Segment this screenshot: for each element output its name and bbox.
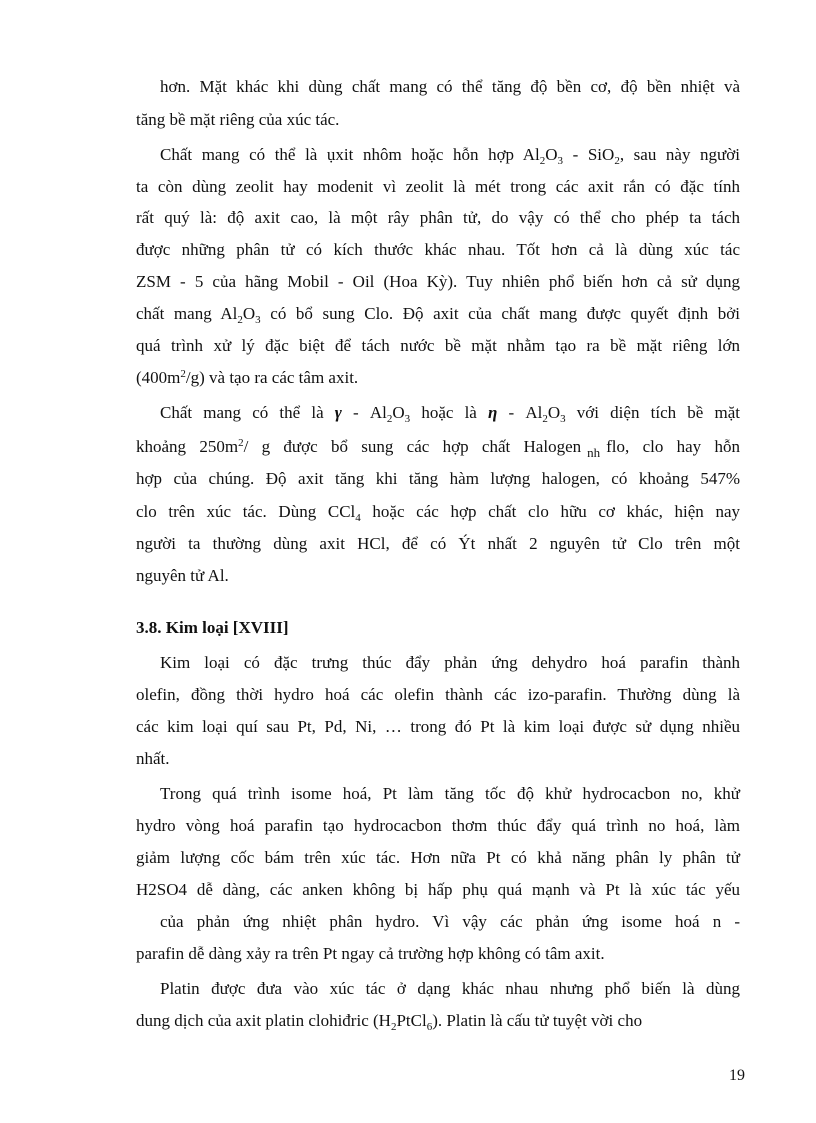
paragraph-line: tăng bề mặt riêng của xúc tác.: [136, 110, 340, 129]
paragraph-line: nhất.: [136, 749, 170, 768]
paragraph-line: Trong quá trình isome hoá, Pt làm tăng tốc độ khử hydrocacbon no, khử: [160, 784, 740, 803]
paragraph-line: H2SO4 dễ dàng, các anken không bị hấp phụ quá mạnh và Pt là xúc tác yếu: [136, 880, 740, 899]
paragraph-line: được những phân tử có kích thước khác nhau. Tốt hơn cả là dùng xúc tác: [136, 240, 740, 259]
paragraph-line: Chất mang có thể là ụxit nhôm hoặc hỗn hợp $Al_2O_3 - SiO_2$, sau này người: [160, 145, 740, 167]
paragraph-line: hơn. Mặt khác khi dùng chất mang có thể tăng độ bền cơ, độ bền nhiệt và: [160, 77, 740, 96]
paragraph-line: Kim loại có đặc trưng thúc đẩy phản ứng dehydro hoá parafin thành: [160, 653, 740, 672]
eta-symbol: η: [488, 403, 498, 422]
paragraph-line: hợp của chúng. Độ axit tăng khi tăng hàm lượng halogen, có khoảng 547%: [136, 469, 740, 488]
paragraph-line: ta còn dùng zeolit hay modenit vì zeolit là mét trong các axit rắn có đặc tính: [136, 177, 740, 196]
paragraph-line: Platin được đưa vào xúc tác ở dạng khác nhau nhưng phổ biến là dùng: [160, 979, 740, 998]
paragraph-line: hydro vòng hoá parafin tạo hydrocacbon thơm thúc đẩy quá trình no hoá, làm: [136, 816, 740, 835]
page-number: 19: [729, 1067, 745, 1084]
paragraph-line: khoảng $250m^2/$ g được bổ sung các hợp chất Halogen $_{nh}$ flo, clo hay hỗn: [136, 437, 740, 460]
gamma-symbol: γ: [334, 403, 342, 422]
paragraph-line: các kim loại quí sau Pt, Pd, Ni, … trong đó Pt là kim loại được sử dụng nhiều: [136, 717, 740, 736]
paragraph-line: ZSM - 5 của hãng Mobil - Oil (Hoa Kỳ). Tuy nhiên phổ biến hơn cả sử dụng: [136, 272, 740, 291]
paragraph-line: rất quý là: độ axit cao, là một rây phân tử, do vậy có thể cho phép ta tách: [136, 208, 740, 227]
paragraph-line: Chất mang có thể là γ - $Al_2O_3$ hoặc là η - $Al_2O_3$ với diện tích bề mặt: [160, 403, 740, 425]
paragraph-line: clo trên xúc tác. Dùng CCl$_4$ hoặc các hợp chất clo hữu cơ khác, hiện nay: [136, 502, 740, 524]
paragraph-line: nguyên tử Al.: [136, 566, 229, 585]
paragraph-line: olefin, đồng thời hydro hoá các olefin thành các izo-parafin. Thường dùng là: [136, 685, 740, 704]
paragraph-line: parafin dễ dàng xảy ra trên Pt ngay cả trường hợp không có tâm axit.: [136, 944, 605, 963]
paragraph-line: giảm lượng cốc bám trên xúc tác. Hơn nữa Pt có khả năng phân ly phân tử: [136, 848, 740, 867]
paragraph-line: chất mang $Al_2O_3$ có bổ sung Clo. Độ axit của chất mang được quyết định bởi: [136, 304, 740, 326]
paragraph-line: quá trình xử lý đặc biệt để tách nước bề mặt nhằm tạo ra bề mặt riêng lớn: [136, 336, 740, 355]
paragraph-line: của phản ứng nhiệt phân hydro. Vì vậy các phản ứng isome hoá n -: [160, 912, 740, 931]
paragraph-line: dung dịch của axit platin clohiđric $(H_2PtCl_6)$. Platin là cấu tử tuyệt vời cho: [136, 1011, 643, 1033]
paragraph-line: $(400m^2/g)$ và tạo ra các tâm axit.: [136, 368, 359, 387]
paragraph-line: người ta thường dùng axit HCl, để có Ýt nhất 2 nguyên tử Clo trên một: [136, 534, 740, 553]
section-heading: 3.8. Kim loại [XVIII]: [136, 618, 289, 637]
